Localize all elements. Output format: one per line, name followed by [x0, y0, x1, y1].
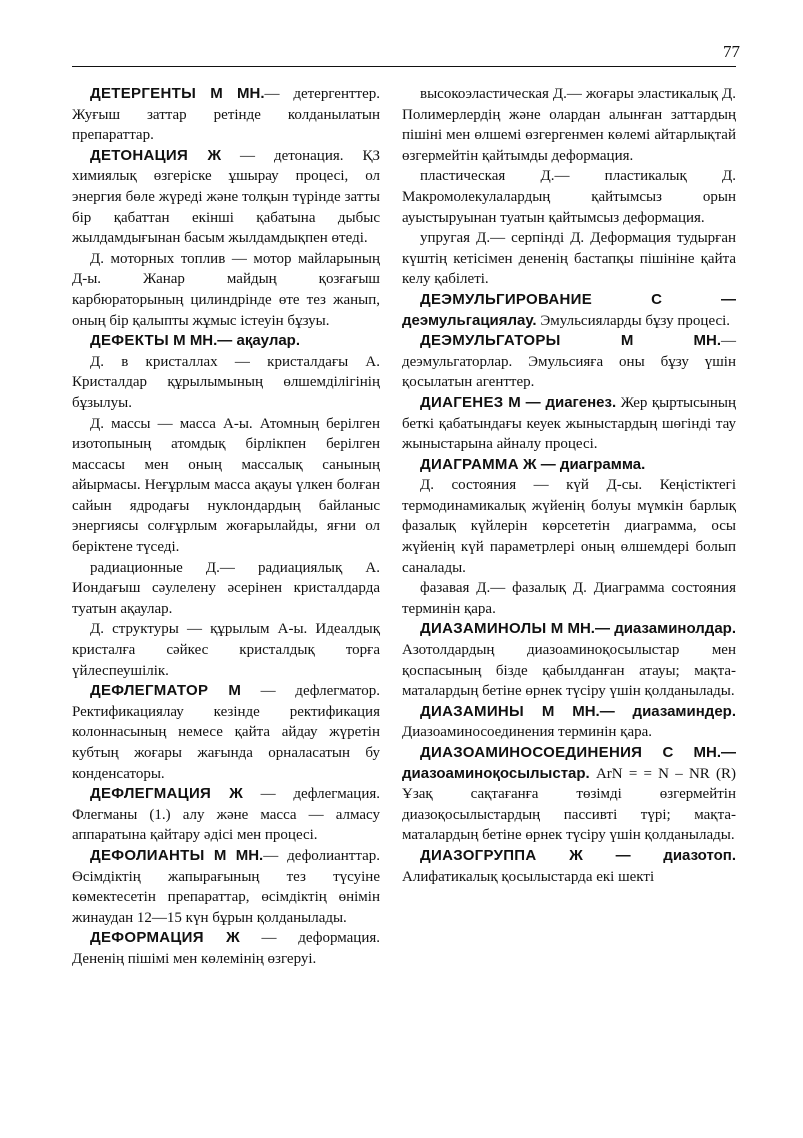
header-rule [72, 66, 736, 67]
entry-definition: Д. в кристаллах — кристалдағы А. Кристалдар құрылымының өлшемділігінің бұзылуы. [72, 353, 380, 411]
entry-definition: — детонация. ҚЗ химиялық өзгеріске ұшырау процесі, ол энергия бөле жүреді және толқын түрінде затты бір қабаттан екінші қабатына дыбыс жылдамдығынан басым жылдамдықпен өтеді. [72, 147, 380, 247]
entry-grammar: М МН. [560, 332, 721, 350]
dictionary-entry [402, 331, 736, 393]
entry-grammar: Ж [211, 785, 243, 803]
entry-definition: ArN = = N – NR (R) Ұзақ сақтағанға төзімді өзгермейтін диазоқосылыстардың пассивті түрі; мақта-маталардың бетіне өрнек түсіру үшін қолданылады. [402, 765, 736, 844]
entry-definition: — детергенттер. Жуғыш заттар ретінде колданылатын препараттар. [72, 86, 380, 144]
dictionary-entry [402, 702, 736, 743]
entry-subterm [402, 228, 736, 290]
entry-definition: Д. моторных топлив — мотор майларының Д-ы. Жанар майдың қозғағыш карбюраторының цилиндрінде өте тез жанып, оның бір қалыпты жұмыс істеуін бұзуы. [72, 250, 380, 329]
entry-definition: — дефлегматор. Ректификациялау кезінде ректификация колоннасының немесе қайта айдау жүретін кубтың жоғары жағында орналасатын бу конденсаторы. [72, 683, 380, 782]
entry-definition: Диазоаминосоединения терминін қара. [402, 724, 653, 741]
entry-definition: Жер қыртысының беткі қабатындағы кеуек жыныстардың шөгінді тау жыныстарына айналу процесі. [402, 394, 736, 453]
entry-grammar: С — деэмульгациялау. [402, 290, 736, 329]
right-column [402, 84, 736, 887]
entry-headword: ДИАГРАММА [420, 455, 519, 473]
dictionary-entry [402, 743, 736, 846]
entry-grammar: Ж — диаграмма. [518, 455, 646, 473]
entry-grammar: Ж [188, 146, 221, 164]
entry-subterm [72, 249, 380, 331]
entry-headword: ДИАЗОГРУППА [420, 846, 537, 864]
entry-definition: пластическая Д.— пластикалық Д. Макромолекулалардың қайтымсыз орын ауыстыруынан туатын қайтымсыз деформация. [402, 168, 736, 226]
dictionary-entry [72, 928, 380, 969]
entry-grammar: М МН.— диазаминдер. [524, 702, 736, 720]
entry-subterm [402, 166, 736, 228]
entry-definition: — дефолианттар. Өсімдіктің жапырағының тез түсуіне көмектесетін препараттар, өсімдіктің өнімін жинаудан 12—15 күн бұрын қолданылады. [72, 847, 380, 926]
entry-definition: Алифатикалық қосылыстарда екі шекті [402, 868, 655, 885]
entry-headword: ДИАЗАМИНЫ [420, 702, 525, 720]
entry-definition: Эмульсияларды бұзу процесі. [536, 312, 731, 329]
entry-headword: ДЕФЕКТЫ [90, 332, 169, 350]
entry-headword: ДЕФЛЕГМАЦИЯ [90, 785, 212, 803]
entry-definition: упругая Д.— серпінді Д. Деформация тудырған күштің кетісімен дененің бастапқы пішініне қайта келу қабілеті. [402, 230, 736, 288]
dictionary-entry [402, 393, 736, 455]
entry-grammar: С МН.— диазоаминоқосылыстар. [402, 744, 736, 782]
dictionary-entry [402, 846, 736, 887]
entry-definition: Д. структуры — құрылым А-ы. Идеалдық кристалға сәйкес кристалдық торға үйлеспеушілік. [72, 621, 380, 679]
entry-grammar: М МН.— диазаминолдар. [546, 620, 736, 638]
entry-headword: ДЕФЛЕГМАТОР [90, 682, 209, 700]
entry-headword: ДЕЭМУЛЬГАТОРЫ [420, 332, 561, 350]
dictionary-entry [72, 846, 380, 928]
entry-grammar: Ж — диазотоп. [536, 846, 736, 864]
entry-headword: ДЕФОЛИАНТЫ [90, 846, 205, 864]
left-column [72, 84, 380, 970]
dictionary-entry [402, 455, 736, 476]
entry-definition: Д. состояния — күй Д-сы. Кеңістіктегі термодинамикалық жүйенің болуы мүмкін барлық фазалық күйлерін көрсететін диаграмма, осы жүйенің күй параметрлері оның өлшемдері болып саналады. [402, 477, 736, 576]
entry-definition: — деэмульгаторлар. Эмульсияға оны бұзу үшін қосылатын агенттер. [402, 333, 736, 391]
dictionary-entry [72, 784, 380, 846]
entry-definition: фазавая Д.— фазалық Д. Диаграмма состояния терминін қара. [402, 580, 736, 617]
entry-subterm [72, 352, 380, 414]
entry-subterm [402, 475, 736, 578]
entry-headword: ДЕФОРМАЦИЯ [90, 929, 204, 947]
entry-headword: ДИАЗАМИНОЛЫ [420, 620, 547, 638]
entry-subterm [72, 414, 380, 558]
entry-definition: — дефлегмация. Флегманы (1.) алу және масса — алмасу аппаратына қайтару әдісі мен процесі. [72, 786, 381, 844]
entry-subterm [72, 619, 380, 681]
dictionary-entry [72, 681, 380, 784]
dictionary-entry [402, 290, 736, 331]
entry-definition: — деформация. Дененің пішімі мен көлемінің өзгеруі. [72, 930, 381, 967]
entry-definition: высокоэластическая Д.— жоғары эластикалық Д. Полимерлердің және олардан алынған заттардың пішіні мен өлшемі өзгергенмен көлемі айтарлықтай өзгермейтін қайтымды деформация. [402, 86, 736, 164]
entry-definition: радиационные Д.— радиациялық А. Иондағыш сәулелену әсерінен кристалдарда туатын ақаулар. [72, 559, 380, 617]
entry-subterm [402, 578, 736, 619]
entry-grammar: М МН. [196, 85, 265, 102]
entry-grammar: М МН. [204, 846, 264, 864]
dictionary-entry [72, 331, 380, 352]
entry-headword: ДИАЗОАМИНОСОЕДИНЕНИЯ [420, 744, 643, 761]
entry-grammar: М МН.— ақаулар. [168, 332, 301, 350]
entry-grammar: М [208, 682, 241, 700]
page-number: 77 [723, 42, 740, 61]
dictionary-entry [72, 84, 380, 146]
entry-headword: ДЕТОНАЦИЯ [90, 146, 189, 164]
entry-grammar: Ж [203, 929, 240, 947]
entry-grammar: М — диагенез. [503, 393, 617, 411]
entry-headword: ДИАГЕНЕЗ [420, 393, 504, 411]
entry-definition: Азотолдардың диазоаминоқосылыстар мен қоспасының бізде қабылданған атауы; мақта-маталардың бетіне өрнек түсіру үшін қолданылады. [402, 642, 736, 700]
entry-definition: Д. массы — масса А-ы. Атомның берілген изотопының атомдық бірлікпен берілген массасы мен оның массалық санының айырмасы. Неғұрлым масса ақауы үлкен болған сайын ядродағы нуклондардың байланыс энергиясы солғұрлым жоғарылайды, яғни ол беріктене түседі. [72, 415, 380, 556]
entry-headword: ДЕЭМУЛЬГИРОВАНИЕ [420, 290, 593, 308]
dictionary-entry [72, 146, 380, 249]
entry-headword: ДЕТЕРГЕНТЫ [90, 85, 197, 102]
dictionary-entry [402, 619, 736, 701]
entry-subterm [72, 558, 380, 620]
entry-subterm [402, 84, 736, 166]
